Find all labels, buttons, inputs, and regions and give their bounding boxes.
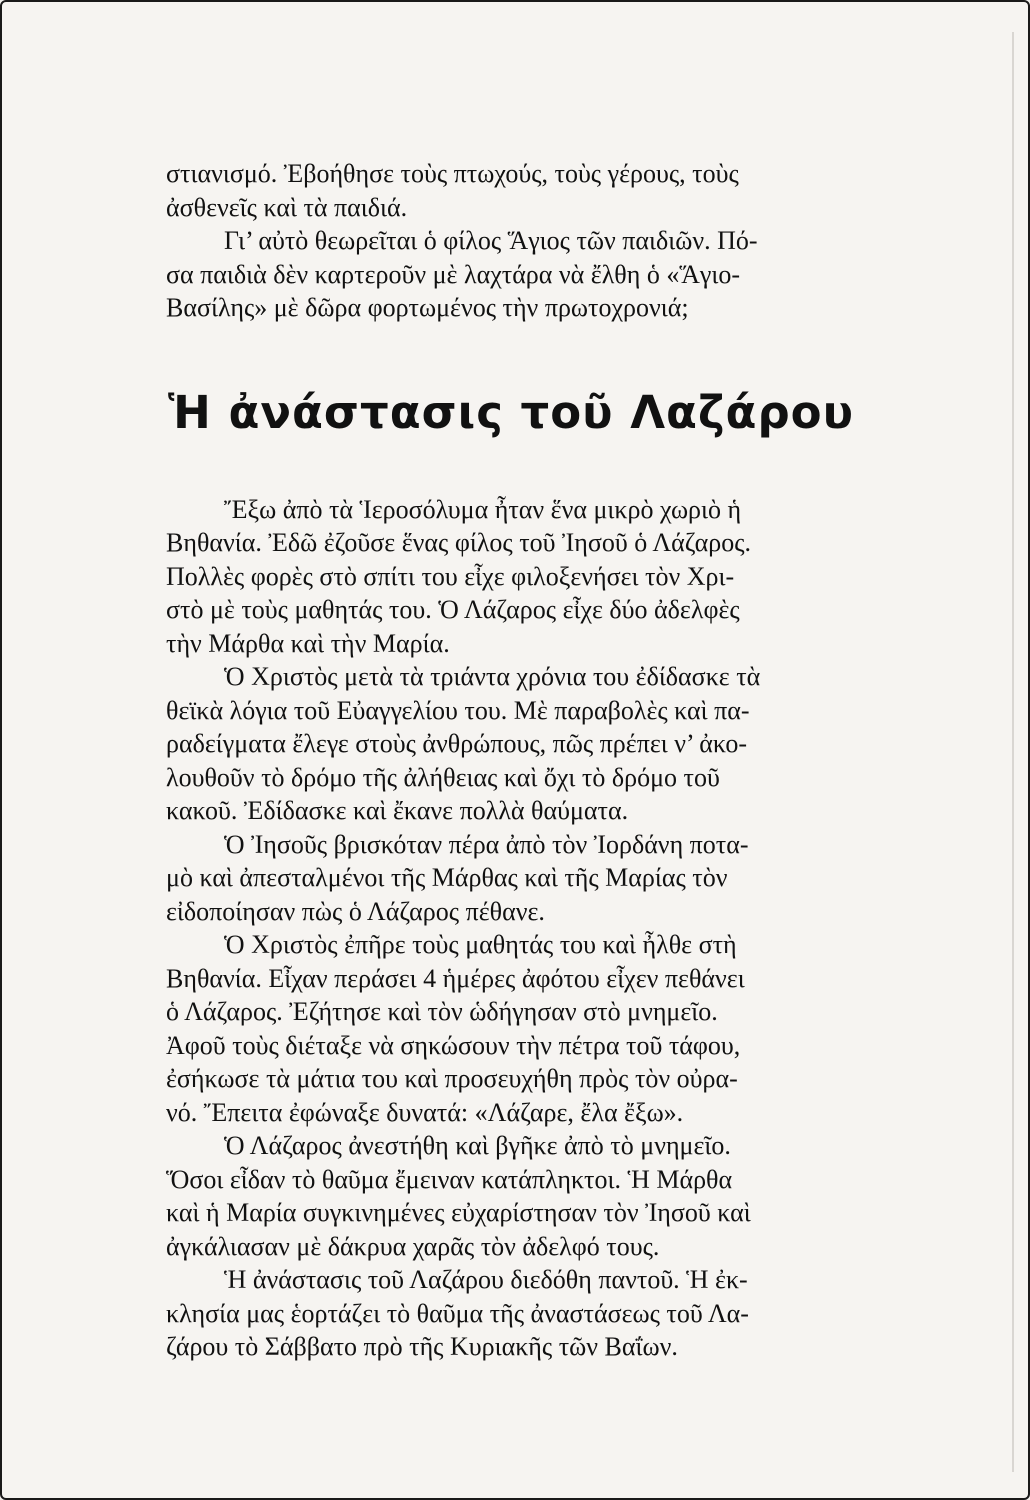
text-line: Βηθανία. Ἐδῶ ἐζοῦσε ἕνας φίλος τοῦ Ἰησοῦ ὁ Λάζαρος. bbox=[166, 528, 752, 557]
text-line: μὸ καὶ ἀπεσταλμένοι τῆς Μάρθας καὶ τῆς Μαρίας τὸν bbox=[166, 863, 728, 892]
text-line: κλησία μας ἑορτάζει τὸ θαῦμα τῆς ἀναστάσεως τοῦ Λα- bbox=[166, 1298, 749, 1328]
text-line: στὸ μὲ τοὺς μαθητάς του. Ὁ Λάζαρος εἶχε δύο ἀδελφὲς bbox=[166, 595, 740, 624]
chapter-title: Ἡ ἀνάστασις τοῦ Λαζάρου bbox=[167, 385, 854, 439]
text-line: κακοῦ. Ἐδίδασκε καὶ ἔκανε πολλὰ θαύματα. bbox=[166, 796, 629, 825]
text-line: καὶ ἡ Μαρία συγκινημένες εὐχαρίστησαν τὸν Ἰησοῦ καὶ bbox=[166, 1198, 751, 1227]
text-line: λουθοῦν τὸ δρόμο τῆς ἀλήθειας καὶ ὄχι τὸ δρόμο τοῦ bbox=[166, 762, 720, 792]
text-line: Ὁ Χριστὸς μετὰ τὰ τριάντα χρόνια του ἐδίδασκε τὰ bbox=[224, 662, 761, 691]
text-line: Ὁ Ἰησοῦς βρισκόταν πέρα ἀπὸ τὸν Ἰορδάνη ποτα- bbox=[224, 829, 749, 859]
intro-paragraph-2 bbox=[166, 224, 856, 325]
text-line: θεϊκὰ λόγια τοῦ Εὐαγγελίου του. Μὲ παραβολὲς καὶ πα- bbox=[166, 695, 750, 725]
text-line: Ἡ ἀνάστασις τοῦ Λαζάρου διεδόθη παντοῦ. Ἡ ἐκ- bbox=[224, 1265, 748, 1294]
text-line: στιανισμό. Ἐβοήθησε τοὺς πτωχούς, τοὺς γέρους, τοὺς bbox=[166, 159, 739, 188]
page-edge-shadow bbox=[1012, 32, 1014, 1472]
text-line: τὴν Μάρθα καὶ τὴν Μαρία. bbox=[166, 628, 450, 658]
story-paragraph-3 bbox=[166, 828, 856, 929]
text-body bbox=[166, 157, 856, 1364]
text-line: νό. Ἔπειτα ἐφώναξε δυνατά: «Λάζαρε, ἔλα ἔξω». bbox=[166, 1097, 684, 1127]
story-paragraph-6 bbox=[166, 1263, 856, 1364]
story-paragraph-4 bbox=[166, 928, 856, 1129]
text-line: Γι’ αὐτὸ θεωρεῖται ὁ φίλος Ἅγιος τῶν παιδιῶν. Πό- bbox=[224, 226, 758, 255]
text-line: ἀσθενεῖς καὶ τὰ παιδιά. bbox=[166, 192, 408, 222]
text-line: εἰδοποίησαν πὼς ὁ Λάζαρος πέθανε. bbox=[166, 896, 545, 926]
text-line: Ὅσοι εἶδαν τὸ θαῦμα ἔμειναν κατάπληκτοι. Ἡ Μάρθα bbox=[166, 1164, 733, 1194]
text-line: Πολλὲς φορὲς στὸ σπίτι του εἶχε φιλοξενήσει τὸν Χρι- bbox=[166, 561, 735, 591]
text-line: Ἔξω ἀπὸ τὰ Ἱεροσόλυμα ἦταν ἕνα μικρὸ χωριὸ ἡ bbox=[224, 494, 742, 524]
text-line: ραδείγματα ἔλεγε στοὺς ἀνθρώπους, πῶς πρέπει ν’ ἀκο- bbox=[166, 729, 748, 758]
text-line: ζάρου τὸ Σάββατο πρὸ τῆς Κυριακῆς τῶν Βαΐων. bbox=[166, 1332, 678, 1361]
story-paragraph-1 bbox=[166, 493, 856, 661]
text-line: Ὁ Λάζαρος ἀνεστήθη καὶ βγῆκε ἀπὸ τὸ μνημεῖο. bbox=[224, 1131, 731, 1160]
text-line: Βασίλης» μὲ δῶρα φορτωμένος τὴν πρωτοχρονιά; bbox=[166, 293, 689, 322]
text-line: σα παιδιὰ δὲν καρτεροῦν μὲ λαχτάρα νὰ ἔλθη ὁ «Ἅγιο- bbox=[166, 259, 741, 289]
text-line: ὁ Λάζαρος. Ἐζήτησε καὶ τὸν ὡδήγησαν στὸ μνημεῖο. bbox=[166, 997, 718, 1026]
text-line: Ὁ Χριστὸς ἐπῆρε τοὺς μαθητάς του καὶ ἦλθε στὴ bbox=[224, 930, 737, 959]
text-line: ἀγκάλιασαν μὲ δάκρυα χαρᾶς τὸν ἀδελφό τους. bbox=[166, 1231, 660, 1261]
text-line: Βηθανία. Εἶχαν περάσει 4 ἡμέρες ἀφότου εἶχεν πεθάνει bbox=[166, 963, 745, 993]
intro-paragraph bbox=[166, 157, 856, 224]
story-paragraph-2 bbox=[166, 660, 856, 828]
text-line: Ἀφοῦ τοὺς διέταξε νὰ σηκώσουν τὴν πέτρα τοῦ τάφου, bbox=[166, 1030, 741, 1060]
story-paragraph-5 bbox=[166, 1129, 856, 1263]
text-line: ἐσήκωσε τὰ μάτια του καὶ προσευχήθη πρὸς τὸν οὐρα- bbox=[166, 1064, 738, 1093]
